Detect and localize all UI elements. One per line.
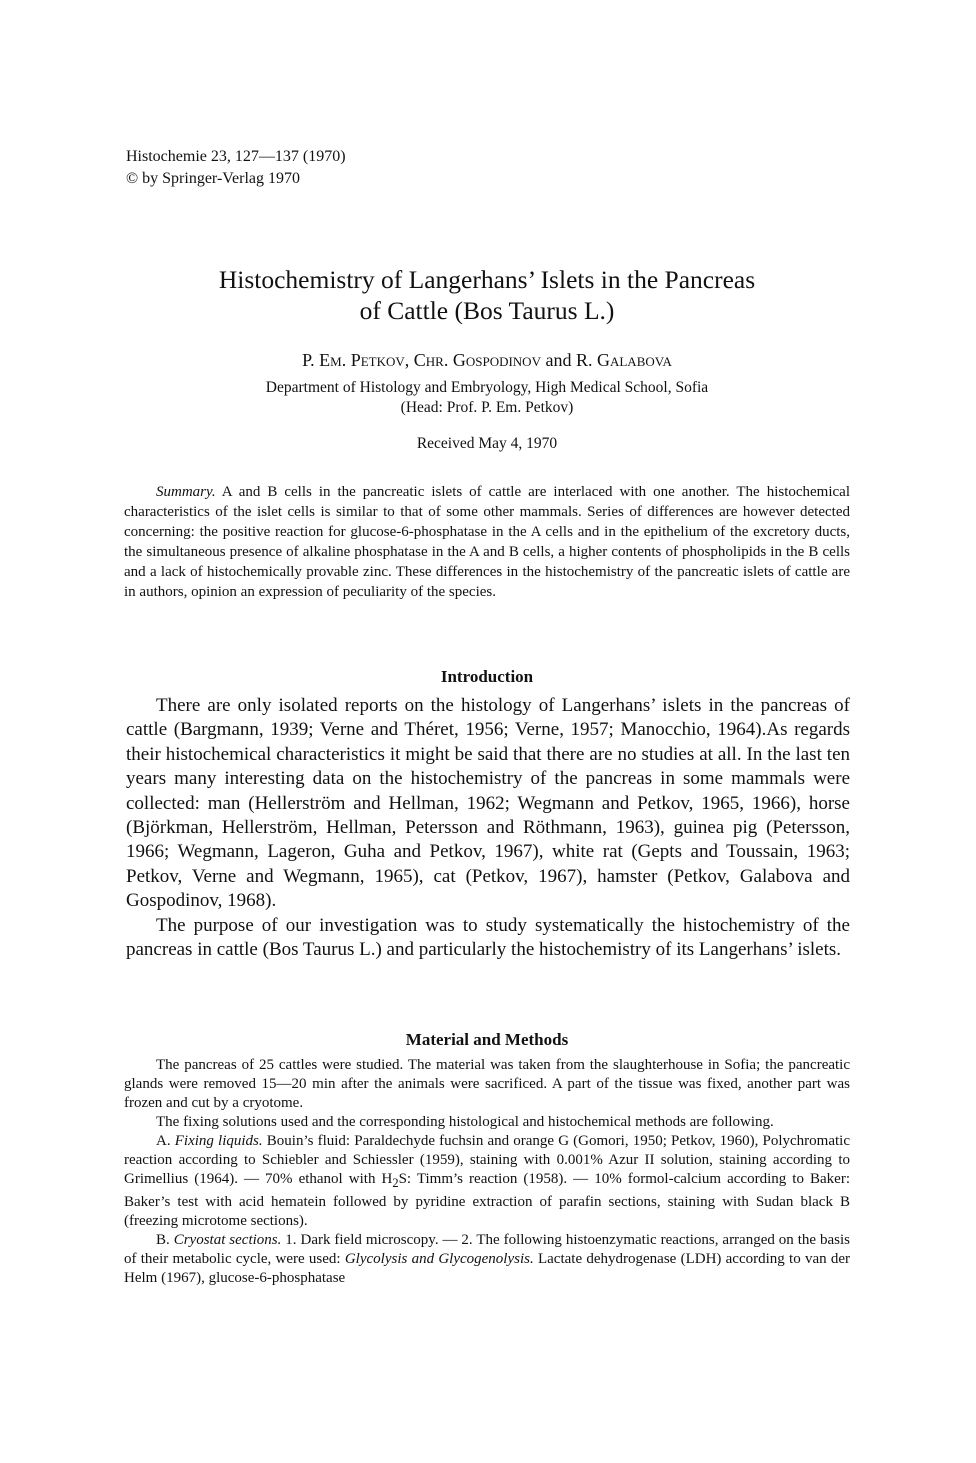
item-prefix: A. [156, 1133, 175, 1149]
received-date: Received May 4, 1970 [416, 435, 558, 452]
journal-header [126, 146, 346, 190]
author-name: P. Em. Petkov [302, 350, 405, 370]
journal-citation: Histochemie 23, 127—137 (1970) [126, 148, 346, 165]
methods-paragraph-cryostat [124, 1231, 850, 1288]
author-separator: and [540, 350, 576, 370]
copyright-line: © by Springer-Verlag 1970 [126, 170, 301, 187]
item-prefix: B. [156, 1232, 174, 1248]
fixing-text-a: Bouin’s fluid: Paraldechyde fuchsin and orange G (Gomori, 1950; Petkov, 1960), Polychromatic reaction according to Schiebler and Schiessler (1959), staining with 0.001% Azur II solution, staining according to Grimellius (1964). — 70% ethanol with H [124, 1133, 850, 1187]
author-separator: , [404, 350, 414, 370]
title-line-2: of Cattle (Bos Taurus L.) [359, 296, 615, 325]
author-name: Chr. Gospodinov [413, 350, 541, 370]
methods-paragraph-fixing [124, 1132, 850, 1231]
cryostat-text-b: Lactate dehydrogenase (LDH) according to van der Helm (1967), glucose-6-phosphatase [124, 1251, 851, 1286]
fixing-liquids-label: Fixing liquids. [174, 1133, 263, 1149]
author-list [126, 348, 848, 372]
cryostat-sections-label: Cryostat sections. [173, 1232, 282, 1248]
glycolysis-label: Glycolysis and Glycogenolysis. [344, 1251, 534, 1267]
introduction-heading: Introduction [440, 667, 534, 686]
methods-heading: Material and Methods [405, 1030, 569, 1049]
cryostat-text-a: 1. Dark field microscopy. — 2. The following histoenzymatic reactions, arranged on the basis of their metabolic cycle, were used: [124, 1232, 850, 1267]
methods-section [124, 1056, 850, 1288]
summary-label: Summary. [156, 484, 216, 500]
summary-paragraph [124, 482, 850, 602]
introduction-paragraph-1: There are only isolated reports on the histology of Langerhans’ islets in the pancreas of cattle (Bargmann, 1939; Verne and Théret, 1956; Verne, 1957; Manocchio, 1964).As regards their histochemical characteristics it might be said that there are no studies at all. In the last ten years many interesting data on the histochemistry of the pancreas in some mammals were collected: man (Hellerström and Hellman, 1962; Wegmann and Petkov, 1965, 1966), horse (Björkman, Hellerström, Hellman, Petersson and Röthmann, 1963), guinea pig (Petersson, 1966; Wegmann, Lageron, Guha and Petkov, 1967), white rat (Gepts and Toussain, 1963; Petkov, Verne and Wegmann, 1965), cat (Petkov, 1967), hamster (Petkov, Galabova and Gospodinov, 1968). [126, 695, 850, 912]
methods-paragraph-1: The pancreas of 25 cattles were studied. The material was taken from the slaughterhouse in Sofia; the pancreatic glands were removed 15—20 min after the animals were sacrificed. A part of the tissue was fixed, another part was frozen and cut by a cryotome. [124, 1057, 850, 1111]
introduction-paragraph-2: The purpose of our investigation was to study systematically the histochemistry of the pancreas in cattle (Bos Taurus L.) and particularly the histochemistry of its Langerhans’ islets. [126, 914, 850, 961]
summary-text: A and B cells in the pancreatic islets of cattle are interlaced with one another. The histochemical characteristics of the islet cells is similar to that of some other mammals. Series of differences are however detected concerning: the positive reaction for glucose-6-phosphatase in the A cells and in the epithelium of the excretory ducts, the simultaneous presence of alkaline phosphatase in the A and B cells, a higher contents of phospholipids in the B cells and a lack of histochemically provable zinc. These differences in the histochemistry of the pancreatic islets of cattle are in authors, opinion an expression of peculiarity of the species. [124, 484, 850, 600]
author-name: R. Galabova [575, 350, 672, 370]
fixing-text-b: S: Timm’s reaction (1958). — 10% formol-calcium according to Baker: Baker’s test with acid hematein followed by pyridine extraction of parafin sections, staining with Sudan black B (freezing microtome sections). [124, 1171, 850, 1229]
title-line-1: Histochemistry of Langerhans’ Islets in the Pancreas [218, 265, 756, 294]
affiliation-line-1: Department of Histology and Embryology, High Medical School, Sofia [265, 379, 709, 396]
affiliation-line-2: (Head: Prof. P. Em. Petkov) [400, 399, 574, 416]
paper-title [126, 264, 848, 326]
methods-paragraph-2: The fixing solutions used and the corresponding histological and histochemical methods are following. [156, 1114, 774, 1130]
introduction-section [126, 694, 850, 962]
affiliation [126, 378, 848, 418]
subscript-2: 2 [392, 1176, 399, 1190]
